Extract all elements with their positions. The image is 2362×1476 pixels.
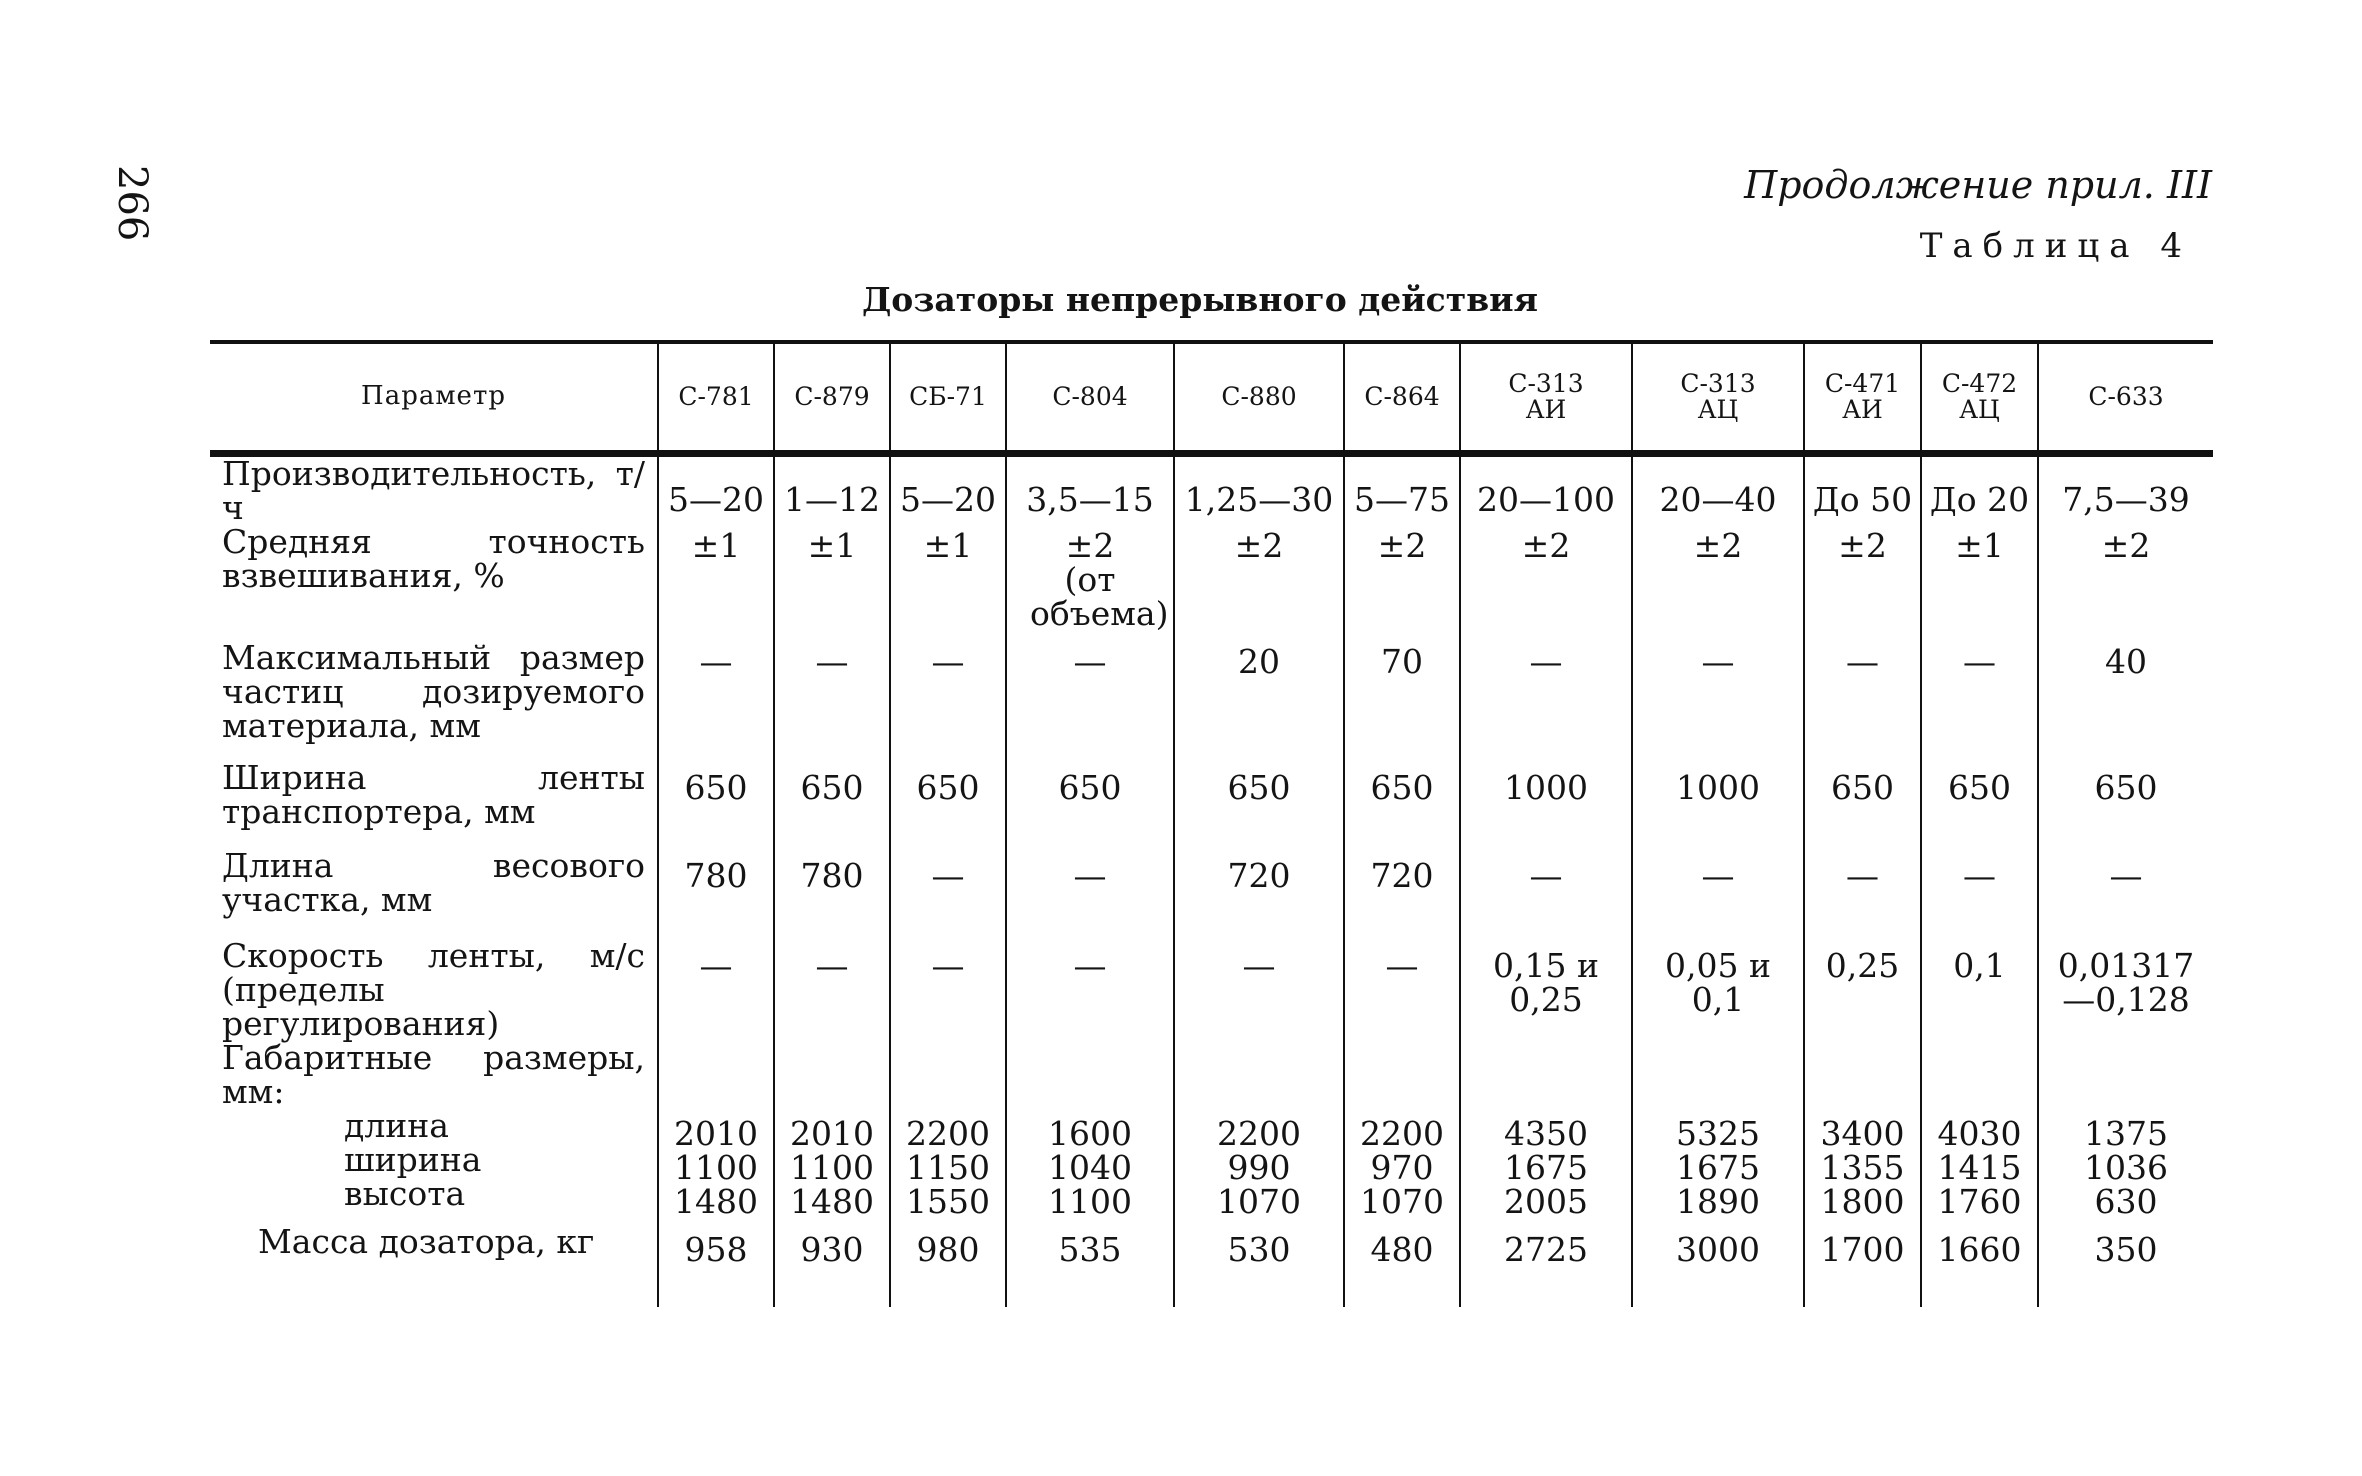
row-accuracy: [210, 525, 2213, 641]
column-header: СБ-71: [890, 342, 1006, 454]
dosers-table: [210, 340, 2213, 1307]
row-label: Ширина ленты транспортера, мм: [222, 758, 645, 831]
table-cell: —: [1921, 849, 2038, 939]
table-cell: [1006, 525, 1174, 641]
table-cell: 1000: [1632, 761, 1804, 849]
table-cell: 2200 990 1070: [1174, 1041, 1344, 1225]
table-cell: ±1: [890, 525, 1006, 641]
page-number: 266: [109, 165, 155, 242]
column-header: С-472 АЦ: [1921, 342, 2038, 454]
table-cell: —: [774, 641, 890, 761]
table-cell: —: [1344, 939, 1460, 1041]
table-cell: 3000: [1632, 1225, 1804, 1307]
table-cell: 5—20: [890, 454, 1006, 526]
continuation-note: Продолжение прил. III: [1744, 163, 2212, 207]
table-cell: —: [1632, 849, 1804, 939]
table-cell: 2200 970 1070: [1344, 1041, 1460, 1225]
row-label: Средняя точность взвешивания, %: [222, 522, 645, 595]
table-cell: —: [1804, 641, 1921, 761]
row-label: Производительность, т/ч: [222, 454, 645, 527]
table-cell: 2010 1100 1480: [774, 1041, 890, 1225]
column-header: С-471 АИ: [1804, 342, 1921, 454]
table-cell: —: [1921, 641, 2038, 761]
table-cell: —: [1006, 641, 1174, 761]
table-cell: ±1: [1921, 525, 2038, 641]
table-cell: —: [890, 849, 1006, 939]
table-cell: 5—20: [658, 454, 774, 526]
dimensions-label: Габаритные размеры, мм:: [222, 1038, 645, 1111]
table-cell: 0,25: [1804, 939, 1921, 1041]
row-weigh-length: [210, 849, 2213, 939]
header-row: [210, 342, 2213, 454]
table-cell: 650: [1804, 761, 1921, 849]
table-cell: 650: [774, 761, 890, 849]
table-cell: 780: [774, 849, 890, 939]
cell-value: 0,15 и 0,25: [1493, 946, 1599, 1019]
table-cell: 4350 1675 2005: [1460, 1041, 1632, 1225]
table-cell: 980: [890, 1225, 1006, 1307]
table-cell: —: [658, 939, 774, 1041]
table-cell: [1460, 939, 1632, 1041]
table-cell: 930: [774, 1225, 890, 1307]
table-cell: 1700: [1804, 1225, 1921, 1307]
table-cell: —: [1460, 849, 1632, 939]
row-performance: [210, 454, 2213, 526]
table-cell: 0,1: [1921, 939, 2038, 1041]
table-cell: 780: [658, 849, 774, 939]
column-header: С-313 АИ: [1460, 342, 1632, 454]
table-cell: —: [774, 939, 890, 1041]
table-cell: 650: [1921, 761, 2038, 849]
cell-value: ±2: [1065, 526, 1115, 565]
table-cell: До 20: [1921, 454, 2038, 526]
table-cell: 3,5—15: [1006, 454, 1174, 526]
table-cell: 7,5—39: [2038, 454, 2213, 526]
dim-height-label: высота: [344, 1174, 466, 1213]
column-header: С-864: [1344, 342, 1460, 454]
table-cell: 1—12: [774, 454, 890, 526]
table-cell: 1000: [1460, 761, 1632, 849]
table-cell: 2725: [1460, 1225, 1632, 1307]
table-cell: 650: [1344, 761, 1460, 849]
table-cell: —: [1006, 849, 1174, 939]
table-cell: 535: [1006, 1225, 1174, 1307]
column-header: С-879: [774, 342, 890, 454]
cell-value: 0,01317—0,128: [2057, 946, 2195, 1019]
cell-note: (от объема): [1030, 560, 1169, 633]
table-cell: ±2: [1632, 525, 1804, 641]
table-title: Дозаторы непрерывного действия: [861, 280, 1539, 319]
table-label: Таблица 4: [1919, 226, 2192, 266]
table-cell: [1632, 939, 1804, 1041]
column-header: С-633: [2038, 342, 2213, 454]
table-cell: 650: [2038, 761, 2213, 849]
table-cell: 650: [890, 761, 1006, 849]
cell-value: 0,05 и 0,1: [1665, 946, 1771, 1019]
table-cell: ±2: [1174, 525, 1344, 641]
table-cell: 530: [1174, 1225, 1344, 1307]
table-cell: 40: [2038, 641, 2213, 761]
table-cell: 5—75: [1344, 454, 1460, 526]
column-header: С-781: [658, 342, 774, 454]
table-cell: 720: [1174, 849, 1344, 939]
table-cell: 350: [2038, 1225, 2213, 1307]
table-cell: ±2: [1344, 525, 1460, 641]
column-header: С-804: [1006, 342, 1174, 454]
row-dimensions: [210, 1041, 2213, 1225]
table-cell: 720: [1344, 849, 1460, 939]
table-cell: —: [890, 939, 1006, 1041]
table-cell: 2200 1150 1550: [890, 1041, 1006, 1225]
table-cell: 480: [1344, 1225, 1460, 1307]
table-cell: ±2: [1460, 525, 1632, 641]
row-max-particle: [210, 641, 2213, 761]
table-cell: 650: [1006, 761, 1174, 849]
row-label: Длина весового участка, мм: [222, 846, 645, 919]
row-belt-speed: [210, 939, 2213, 1041]
table-cell: —: [1632, 641, 1804, 761]
row-belt-width: [210, 761, 2213, 849]
row-label: Масса дозатора, кг: [258, 1222, 595, 1261]
table-cell: ±1: [658, 525, 774, 641]
dim-width-label: ширина: [344, 1140, 482, 1179]
table-cell: 70: [1344, 641, 1460, 761]
param-header: Параметр: [210, 342, 658, 454]
table-cell: —: [1804, 849, 1921, 939]
table-cell: —: [1460, 641, 1632, 761]
table-cell: 20: [1174, 641, 1344, 761]
table-cell: 650: [1174, 761, 1344, 849]
table-cell: 4030 1415 1760: [1921, 1041, 2038, 1225]
table-cell: ±2: [2038, 525, 2213, 641]
table-cell: 2010 1100 1480: [658, 1041, 774, 1225]
table-cell: 3400 1355 1800: [1804, 1041, 1921, 1225]
dim-length-label: длина: [344, 1106, 449, 1145]
table-cell: —: [1006, 939, 1174, 1041]
table-cell: До 50: [1804, 454, 1921, 526]
table-cell: 1375 1036 630: [2038, 1041, 2213, 1225]
column-header: С-313 АЦ: [1632, 342, 1804, 454]
table-cell: ±1: [774, 525, 890, 641]
row-label: Максимальный размер частиц дозируемого материала, мм: [222, 638, 645, 745]
table-cell: 20—100: [1460, 454, 1632, 526]
table-cell: 1600 1040 1100: [1006, 1041, 1174, 1225]
table-cell: [2038, 939, 2213, 1041]
table-cell: 20—40: [1632, 454, 1804, 526]
table-cell: 5325 1675 1890: [1632, 1041, 1804, 1225]
table-cell: 650: [658, 761, 774, 849]
row-mass: [210, 1225, 2213, 1307]
table-cell: —: [658, 641, 774, 761]
table-cell: 958: [658, 1225, 774, 1307]
table-cell: —: [1174, 939, 1344, 1041]
table-cell: 1660: [1921, 1225, 2038, 1307]
table-cell: ±2: [1804, 525, 1921, 641]
table-cell: 1,25—30: [1174, 454, 1344, 526]
row-label: Скорость ленты, м/с (пределы регулирования): [222, 936, 645, 1043]
table-cell: —: [2038, 849, 2213, 939]
row-label: [210, 1038, 658, 1225]
column-header: С-880: [1174, 342, 1344, 454]
table-cell: —: [890, 641, 1006, 761]
